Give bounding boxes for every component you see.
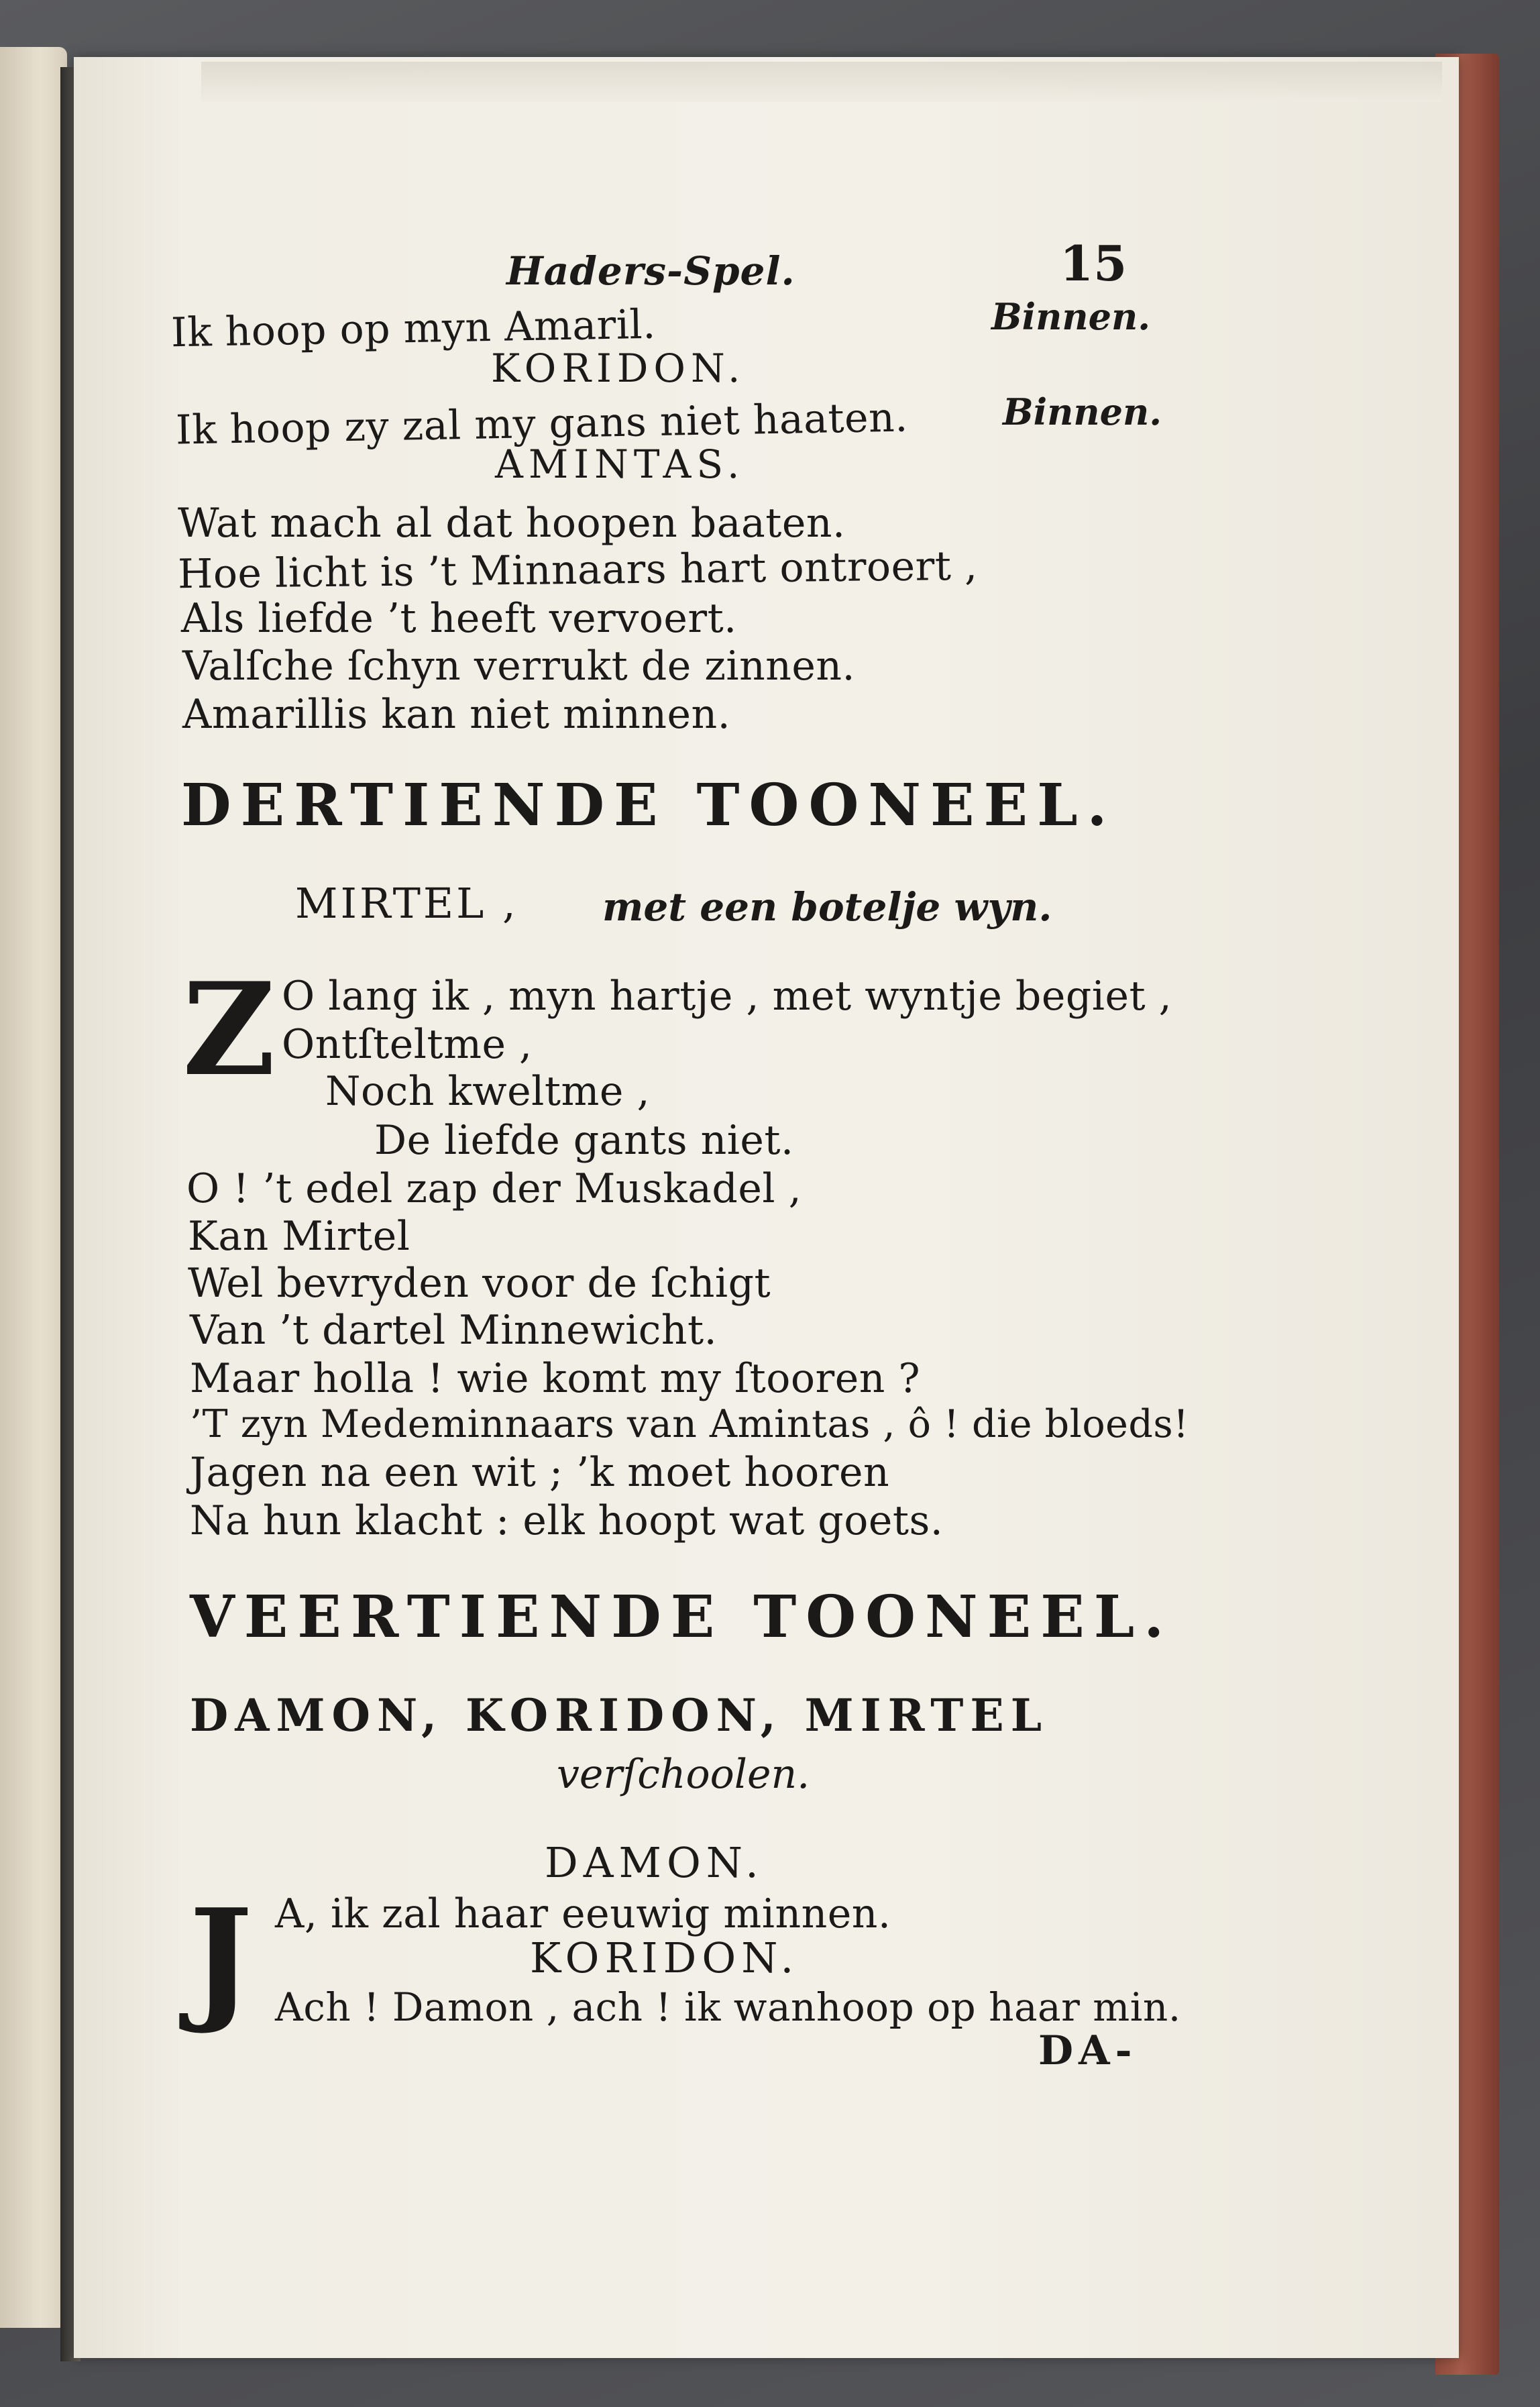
speaker-name: DAMON. (545, 1838, 764, 1887)
stage-direction-binnen: Binnen. (1003, 390, 1162, 433)
left-page-edge (0, 47, 67, 2328)
verse-line: Hoe licht is ’t Minnaars hart ontroert , (177, 542, 978, 598)
verse-line: Kan Mirtel (188, 1213, 410, 1260)
verse-line: Valſche ſchyn verrukt de zinnen. (182, 643, 856, 690)
verse-line: Ik hoop zy zal my gans niet haaten. (175, 394, 909, 454)
scene-heading: VEERTIENDE TOONEEL. (190, 1583, 1174, 1651)
verse-line: A, ik zal haar eeuwig minnen. (275, 1890, 891, 1937)
speaker-name: AMINTAS. (495, 441, 745, 487)
character-name: MIRTEL , (295, 879, 518, 928)
verse-line: O lang ik , myn hartje , met wyntje begiet , (282, 973, 1172, 1020)
catchword: DA- (1038, 2027, 1138, 2074)
stage-direction-binnen: Binnen. (991, 295, 1151, 338)
stage-direction: met een botelje wyn. (602, 884, 1052, 930)
speaker-name: KORIDON. (491, 345, 746, 391)
verse-line: O ! ’t edel zap der Muskadel , (186, 1165, 802, 1212)
verse-line: Wel bevryden voor de ſchigt (188, 1260, 771, 1307)
verse-line: De liefde gants niet. (374, 1117, 794, 1164)
verse-line: Na hun klacht : elk hoopt wat goets. (190, 1497, 944, 1544)
verse-line: Als liefde ’t heeft vervoert. (181, 595, 737, 642)
verse-line: Jagen na een wit ; ’k moet hooren (190, 1449, 890, 1496)
page-top-edge (201, 62, 1442, 102)
speaker-name: KORIDON. (530, 1933, 800, 1982)
running-title: Haders-Spel. (506, 248, 795, 294)
stage-direction: verſchoolen. (557, 1751, 810, 1798)
verse-line: Ontſteltme , (282, 1021, 533, 1068)
verse-line: ’T zyn Medeminnaars van Amintas , ô ! die bloeds! (190, 1402, 1189, 1446)
verse-line: Maar holla ! wie komt my ſtooren ? (190, 1355, 921, 1402)
drop-cap: Z (182, 955, 276, 1104)
verse-line: Noch kweltme , (325, 1068, 651, 1115)
scene-heading: DERTIENDE TOONEEL. (181, 771, 1117, 839)
verse-line: Van ’t dartel Minnewicht. (190, 1307, 718, 1354)
verse-line: Wat mach al dat hoopen baaten. (178, 500, 846, 547)
verse-line: Amarillis kan niet minnen. (182, 691, 731, 738)
drop-cap: J (189, 1880, 253, 2037)
verse-line: Ach ! Damon , ach ! ik wanhoop op haar min. (275, 1984, 1181, 2030)
page-number: 15 (1060, 235, 1128, 292)
verse-line: Ik hoop op myn Amaril. (170, 301, 657, 357)
character-list: DAMON, KORIDON, MIRTEL (190, 1689, 1049, 1742)
